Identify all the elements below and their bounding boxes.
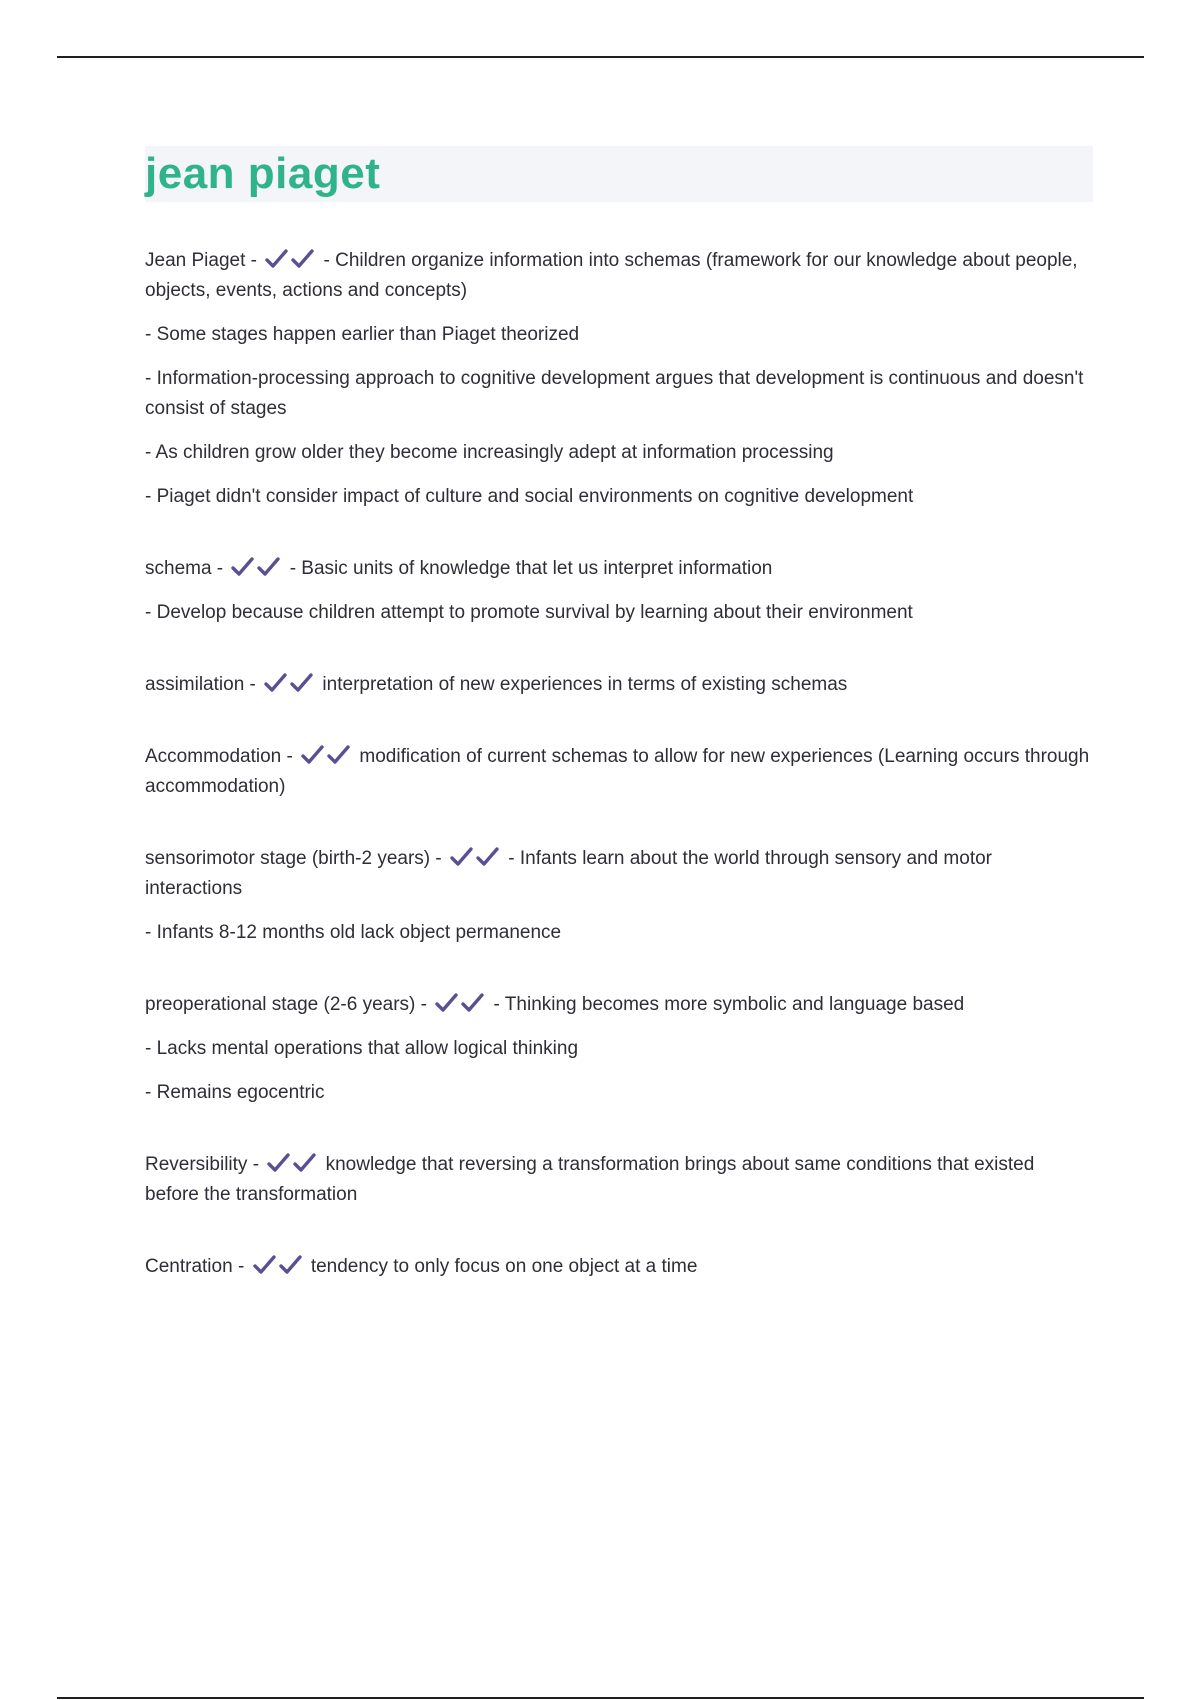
check-mark-icon	[434, 992, 460, 1014]
flashcard-definition-line	[145, 670, 1093, 700]
check-mark-icon	[292, 1152, 318, 1174]
page-title: jean piaget	[145, 149, 381, 198]
check-marks	[449, 844, 501, 874]
check-mark-icon	[266, 1152, 292, 1174]
flashcard-entry	[145, 1150, 1093, 1210]
flashcard-entry	[145, 246, 1093, 512]
check-mark-icon	[300, 744, 326, 766]
check-mark-icon	[230, 556, 256, 578]
flashcard-entry	[145, 990, 1093, 1108]
flashcard-definition-line	[145, 246, 1093, 306]
flashcard-entry	[145, 1252, 1093, 1282]
check-mark-icon	[263, 672, 289, 694]
flashcard-note: - Some stages happen earlier than Piaget theorized	[145, 324, 580, 345]
flashcard-definition-line	[145, 1150, 1093, 1210]
flashcard-term: Jean Piaget -	[145, 250, 263, 271]
check-marks	[266, 1150, 318, 1180]
flashcard-definition: - Basic units of knowledge that let us interpret information	[284, 558, 773, 579]
flashcard-term: preoperational stage (2-6 years) -	[145, 994, 433, 1015]
flashcard-term: sensorimotor stage (birth-2 years) -	[145, 848, 447, 869]
flashcard-note: - As children grow older they become increasingly adept at information processing	[145, 442, 834, 463]
flashcard-term: schema -	[145, 558, 229, 579]
flashcard-definition: - Thinking becomes more symbolic and language based	[488, 994, 965, 1015]
bottom-rule	[57, 1697, 1144, 1699]
check-mark-icon	[256, 556, 282, 578]
flashcard-note: - Develop because children attempt to promote survival by learning about their environment	[145, 602, 913, 623]
check-marks	[300, 742, 352, 772]
flashcard-entry	[145, 844, 1093, 948]
document-body	[145, 146, 1093, 1324]
flashcard-term: Accommodation -	[145, 746, 299, 767]
check-marks	[230, 554, 282, 584]
flashcard-definition-line	[145, 554, 1093, 584]
flashcard-note: - Information-processing approach to cognitive development argues that development is continuous and doesn't consist of stages	[145, 368, 1084, 419]
flashcard-term: assimilation -	[145, 674, 262, 695]
check-marks	[252, 1252, 304, 1282]
check-mark-icon	[252, 1254, 278, 1276]
flashcard-note: - Piaget didn't consider impact of culture and social environments on cognitive development	[145, 486, 914, 507]
flashcard-definition: interpretation of new experiences in terms of existing schemas	[317, 674, 848, 695]
flashcard-note: - Infants 8-12 months old lack object permanence	[145, 922, 562, 943]
check-marks	[434, 990, 486, 1020]
flashcard-entry	[145, 670, 1093, 700]
check-mark-icon	[290, 248, 316, 270]
flashcard-definition: - Infants learn about the world through sensory and motor interactions	[145, 848, 992, 899]
flashcard-note: - Lacks mental operations that allow logical thinking	[145, 1038, 579, 1059]
flashcard-note: - Remains egocentric	[145, 1082, 325, 1103]
flashcard-definition: modification of current schemas to allow for new experiences (Learning occurs through accommodation)	[145, 746, 1090, 797]
check-marks	[264, 246, 316, 276]
flashcard-entry	[145, 742, 1093, 802]
flashcard-definition-line	[145, 844, 1093, 904]
flashcard-entry	[145, 554, 1093, 628]
flashcard-definition: knowledge that reversing a transformation brings about same conditions that existed before the transformation	[145, 1154, 1035, 1205]
flashcard-list	[145, 246, 1093, 1282]
check-mark-icon	[289, 672, 315, 694]
check-mark-icon	[449, 846, 475, 868]
title-banner	[145, 146, 1093, 202]
flashcard-term: Reversibility -	[145, 1154, 265, 1175]
flashcard-definition-line	[145, 1252, 1093, 1282]
flashcard-definition: tendency to only focus on one object at a time	[305, 1256, 698, 1277]
check-mark-icon	[475, 846, 501, 868]
flashcard-term: Centration -	[145, 1256, 250, 1277]
check-mark-icon	[278, 1254, 304, 1276]
top-rule	[57, 56, 1144, 58]
check-mark-icon	[460, 992, 486, 1014]
flashcard-definition: - Children organize information into schemas (framework for our knowledge about people, objects, events, actions and concepts)	[145, 250, 1078, 301]
check-mark-icon	[326, 744, 352, 766]
flashcard-definition-line	[145, 742, 1093, 802]
check-marks	[263, 670, 315, 700]
check-mark-icon	[264, 248, 290, 270]
flashcard-definition-line	[145, 990, 1093, 1020]
